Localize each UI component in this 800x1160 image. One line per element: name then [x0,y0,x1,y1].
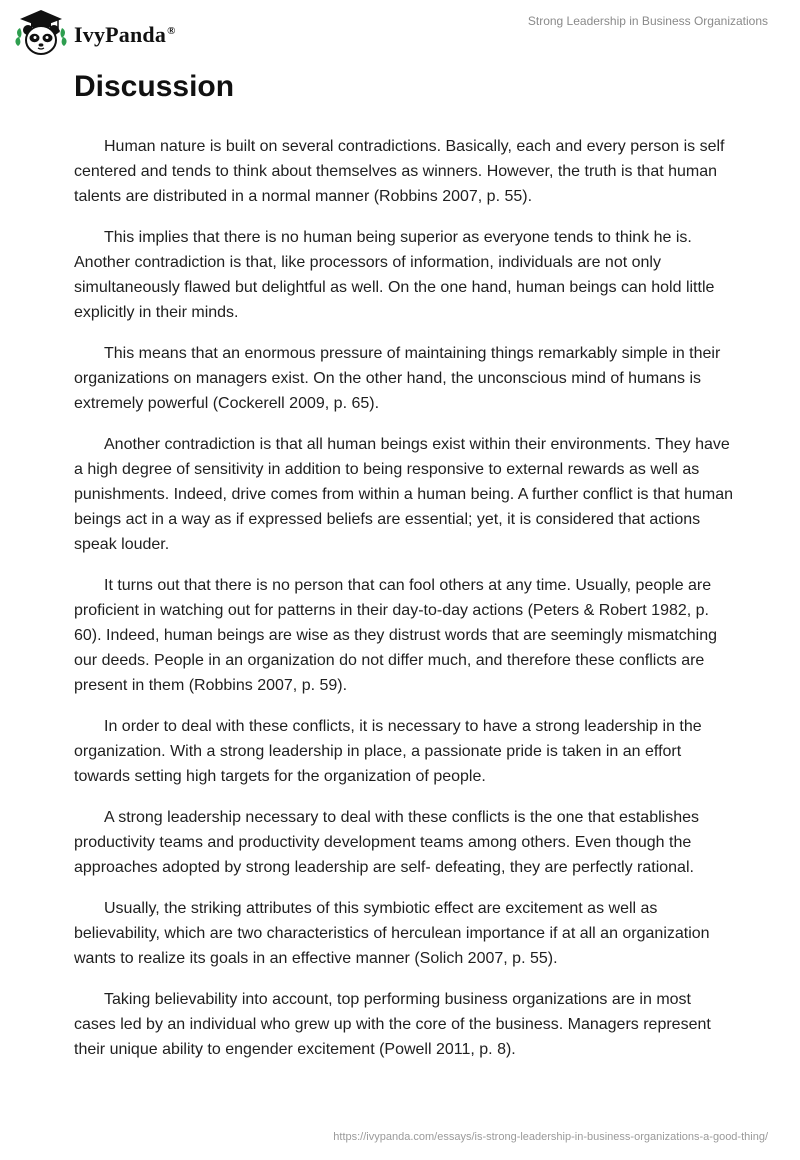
page-header [0,0,800,60]
registered-mark: ® [167,24,176,37]
paragraph-1: Human nature is built on several contradictions. Basically, each and every person is self centered and tends to think about themselves as winners. However, the truth is that human talents are distributed in a normal manner (Robbins 2007, p. 55). [74,138,725,205]
paragraph-9: Taking believability into account, top performing business organizations are in most cases led by an individual who grew up with the core of the business. Managers represent their unique ability to engender excitement (Powell 2011, p. 8). [74,991,711,1058]
source-url-link[interactable]: https://ivypanda.com/essays/is-strong-leadership-in-business-organizations-a-good-thing/ [333,1131,768,1143]
paragraph-3: This means that an enormous pressure of maintaining things remarkably simple in their organizations on managers exist. On the other hand, the unconscious mind of humans is extremely powerful (Cockerell 2009, p. 65). [74,345,721,412]
essay-body [74,134,734,1078]
paragraph-7: A strong leadership necessary to deal with these conflicts is the one that establishes productivity teams and productivity development teams among others. Even though the approaches adopted by strong leadership are self- defeating, they are perfectly rational. [74,809,700,876]
section-heading: Discussion [74,70,235,103]
ivypanda-logo-link[interactable] [14,8,176,58]
paragraph-5: It turns out that there is no person that can fool others at any time. Usually, people are proficient in watching out for patterns in their day-to-day actions (Peters & Robert 1982, p. 60). Indeed, human beings are wise as they distrust words that are seemingly mismatching our deeds. People in an organization do not differ much, and therefore these conflicts are present in them (Robbins 2007, p. 59). [74,577,717,694]
paragraph-8: Usually, the striking attributes of this symbiotic effect are excitement as well as believability, which are two characteristics of herculean importance if at all an organization wants to realize its goals in an effective manner (Solich 2007, p. 55). [74,900,710,967]
brand-text: IvyPanda [74,22,167,47]
panda-graduate-icon [14,8,68,58]
paragraph-6: In order to deal with these conflicts, it is necessary to have a strong leadership in the organization. With a strong leadership in place, a passionate pride is taken in an effort towards setting high targets for the organization of people. [74,718,702,785]
paragraph-4: Another contradiction is that all human beings exist within their environments. They have a high degree of sensitivity in addition to being responsive to external rewards as well as punishments. Indeed, drive comes from within a human being. A further conflict is that human beings act in a way as if expressed beliefs are essential; yet, it is considered that actions speak louder. [74,436,734,553]
running-title: Strong Leadership in Business Organizations [527,14,768,28]
paragraph-2: This implies that there is no human being superior as everyone tends to think he is. Another contradiction is that, like processors of information, individuals are not only simultaneously flawed but delightful as well. On the one hand, human beings can hold little explicitly in their minds. [74,229,715,321]
brand-name [74,22,176,48]
